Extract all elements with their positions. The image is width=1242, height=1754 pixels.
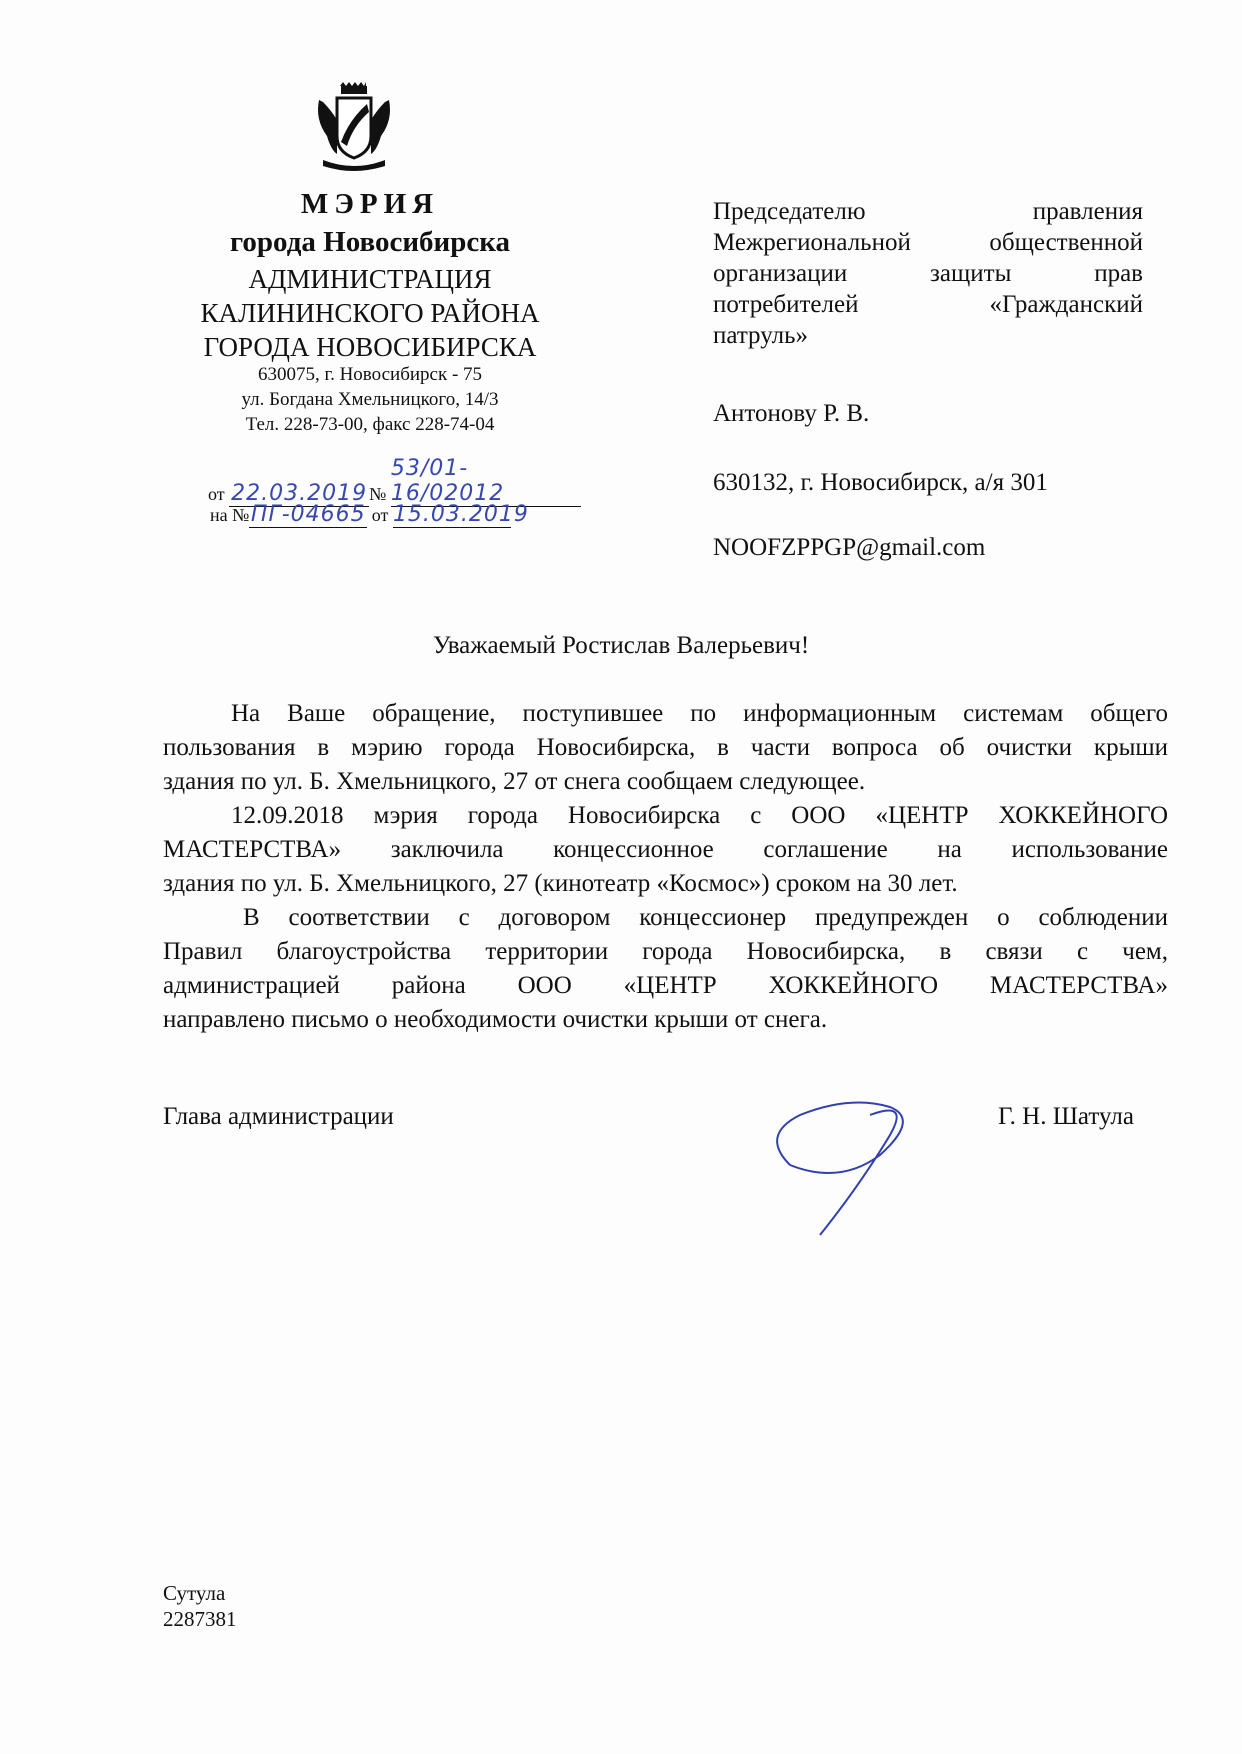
number-value: 53/01-16/02012 [391,456,581,507]
ref-value: ПГ-04665 [250,502,366,527]
body-line: пользования в мэрию города Новосибирска, в части вопроса об очистки крыши [163,734,1168,761]
header-title-mayoralty: МЭРИЯ [300,188,440,220]
ref-date-label: от [371,505,389,525]
address-line: 630075, г. Новосибирск - 75 [257,364,483,385]
recipient-block [713,196,1143,351]
header-title-city: города Новосибирска [229,226,511,258]
address-line: ул. Богдана Хмельницкого, 14/3 [241,389,499,410]
body-line: администрацией района ООО «ЦЕНТР ХОККЕЙНОГО МАСТЕРСТВА» [163,972,1168,999]
executor-info [163,1580,237,1632]
ref-label: на № [210,505,250,525]
ref-date-value: 15.03.2019 [392,502,529,527]
body-line: направлено письмо о необходимости очистки крыши от снега. [163,1006,828,1033]
executor-name: Сутула [163,1581,226,1605]
body-line: В соответствии с договором концессионер предупрежден о соблюдении [243,904,1168,931]
outgoing-registration [208,456,581,507]
org-line: ГОРОДА НОВОСИБИРСКА [203,332,537,362]
body-line: здания по ул. Б. Хмельницкого, 27 (кинотеатр «Космос») сроком на 30 лет. [163,870,958,897]
header-address [160,362,580,437]
executor-phone: 2287381 [163,1607,237,1631]
recipient-line: организации защиты прав [713,260,1143,287]
recipient-name: Антонову Р. В. [713,400,870,427]
recipient-email-link[interactable]: NOOFZPPGP@gmail.com [713,534,986,561]
org-line: КАЛИНИНСКОГО РАЙОНА [200,298,540,328]
body-line: На Ваше обращение, поступившее по информационным системам общего [231,700,1168,727]
coat-of-arms-logo [313,80,395,172]
salutation: Уважаемый Ростислав Валерьевич! [432,632,810,659]
signatory-name: Г. Н. Шатула [998,1103,1134,1130]
number-label: № [369,484,387,504]
recipient-address: 630132, г. Новосибирск, а/я 301 [713,469,1048,496]
body-line: 12.09.2018 мэрия города Новосибирска с ООО «ЦЕНТР ХОККЕЙНОГО [231,802,1168,829]
recipient-line: патруль» [713,322,809,349]
handwritten-signature [760,1095,930,1240]
date-value: 22.03.2019 [229,481,369,507]
body-line: здания по ул. Б. Хмельницкого, 27 от снега сообщаем следующее. [163,768,866,795]
incoming-reference [210,502,529,528]
body-line: МАСТЕРСТВА» заключила концессионное соглашение на использование [163,836,1168,863]
recipient-line: Председателю правления [713,198,1143,225]
recipient-line: Межрегиональной общественной [713,229,1143,256]
body-line: Правил благоустройства территории города Новосибирска, в связи с чем, [163,938,1168,965]
signatory-position: Глава администрации [163,1103,394,1130]
address-line: Тел. 228-73-00, факс 228-74-04 [245,414,495,435]
letter-body [163,697,1168,1037]
header-org-lines [160,262,580,364]
recipient-line: потребителей «Гражданский [713,291,1143,318]
date-label: от [208,484,225,504]
org-line: АДМИНИСТРАЦИЯ [248,264,492,294]
